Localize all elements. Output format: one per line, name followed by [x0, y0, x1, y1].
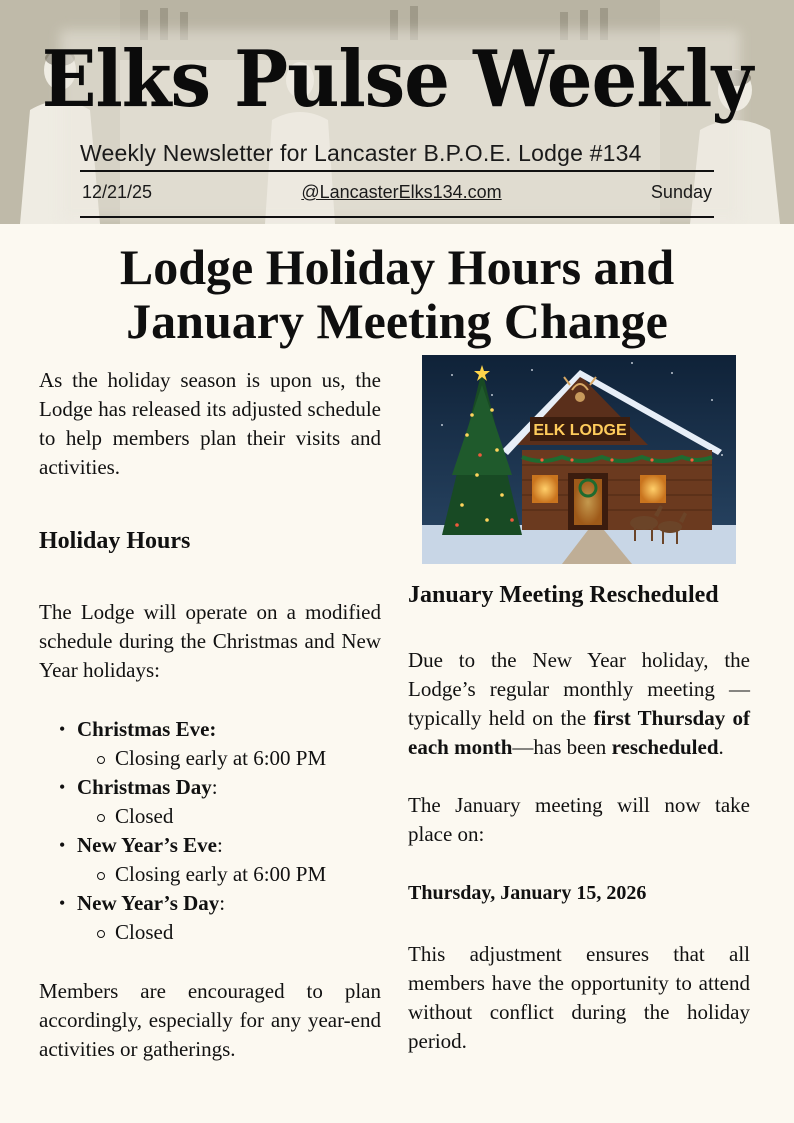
january-closing-paragraph: This adjustment ensures that all members have the opportunity to attend without conflict during the holiday period.: [408, 942, 750, 1053]
text-run-bold: first Thursday of each month: [408, 706, 750, 759]
holiday-day: Christmas Eve:: [77, 717, 217, 741]
january-place-paragraph: The January meeting will now take place on:: [408, 793, 750, 846]
lodge-handle-link[interactable]: @LancasterElks134.com: [301, 182, 502, 202]
divider: [80, 170, 714, 172]
article-headline: Lodge Holiday Hours and January Meeting Change: [119, 239, 675, 349]
holiday-detail: Closing early at 6:00 PM: [77, 860, 381, 889]
holiday-day: New Year’s Day: [77, 891, 220, 915]
list-item: [39, 889, 381, 947]
issue-weekday: Sunday: [650, 182, 712, 202]
holiday-separator: :: [216, 833, 223, 857]
intro-paragraph: As the holiday season is upon us, the Lodge has released its adjusted schedule to help members plan their visits and activities.: [39, 368, 381, 479]
holiday-hours-list: [39, 715, 381, 947]
divider: [80, 216, 714, 218]
holiday-lead-paragraph: The Lodge will operate on a modified schedule during the Christmas and New Year holidays:: [39, 600, 381, 682]
left-column: [39, 366, 381, 1064]
masthead-subtitle: Weekly Newsletter for Lancaster B.P.O.E. Lodge #134: [80, 140, 642, 166]
text-run: —has been: [512, 735, 612, 759]
meeting-date: Thursday, January 15, 2026: [408, 882, 647, 904]
holiday-separator: :: [211, 775, 218, 799]
january-due-paragraph: [408, 646, 750, 762]
text-run-bold: rescheduled: [611, 735, 719, 759]
holiday-detail: Closed: [77, 802, 381, 831]
list-item: [39, 715, 381, 773]
holiday-day: New Year’s Eve: [77, 833, 217, 857]
holiday-separator: :: [219, 891, 226, 915]
holiday-closing-paragraph: Members are encouraged to plan accordingly, especially for any year-end activities or gatherings.: [39, 979, 381, 1061]
text-run: Due to the New Year holiday, the Lodge’s regular monthly meeting —typically held on the: [408, 648, 750, 730]
right-column: [408, 355, 750, 1056]
masthead-banner: [0, 0, 794, 224]
masthead-title: Elks Pulse Weekly: [41, 34, 753, 125]
january-heading: January Meeting Rescheduled: [408, 582, 719, 608]
lodge-sign-text: ELK LODGE: [533, 422, 627, 439]
holiday-hours-heading: Holiday Hours: [39, 528, 191, 554]
holiday-detail: Closed: [77, 918, 381, 947]
dateline: [82, 182, 712, 203]
issue-date: 12/21/25: [82, 182, 153, 202]
elk-lodge-illustration: [422, 355, 736, 564]
holiday-day: Christmas Day: [77, 775, 212, 799]
list-item: [39, 773, 381, 831]
text-run: .: [718, 735, 724, 759]
holiday-detail: Closing early at 6:00 PM: [77, 744, 381, 773]
list-item: [39, 831, 381, 889]
